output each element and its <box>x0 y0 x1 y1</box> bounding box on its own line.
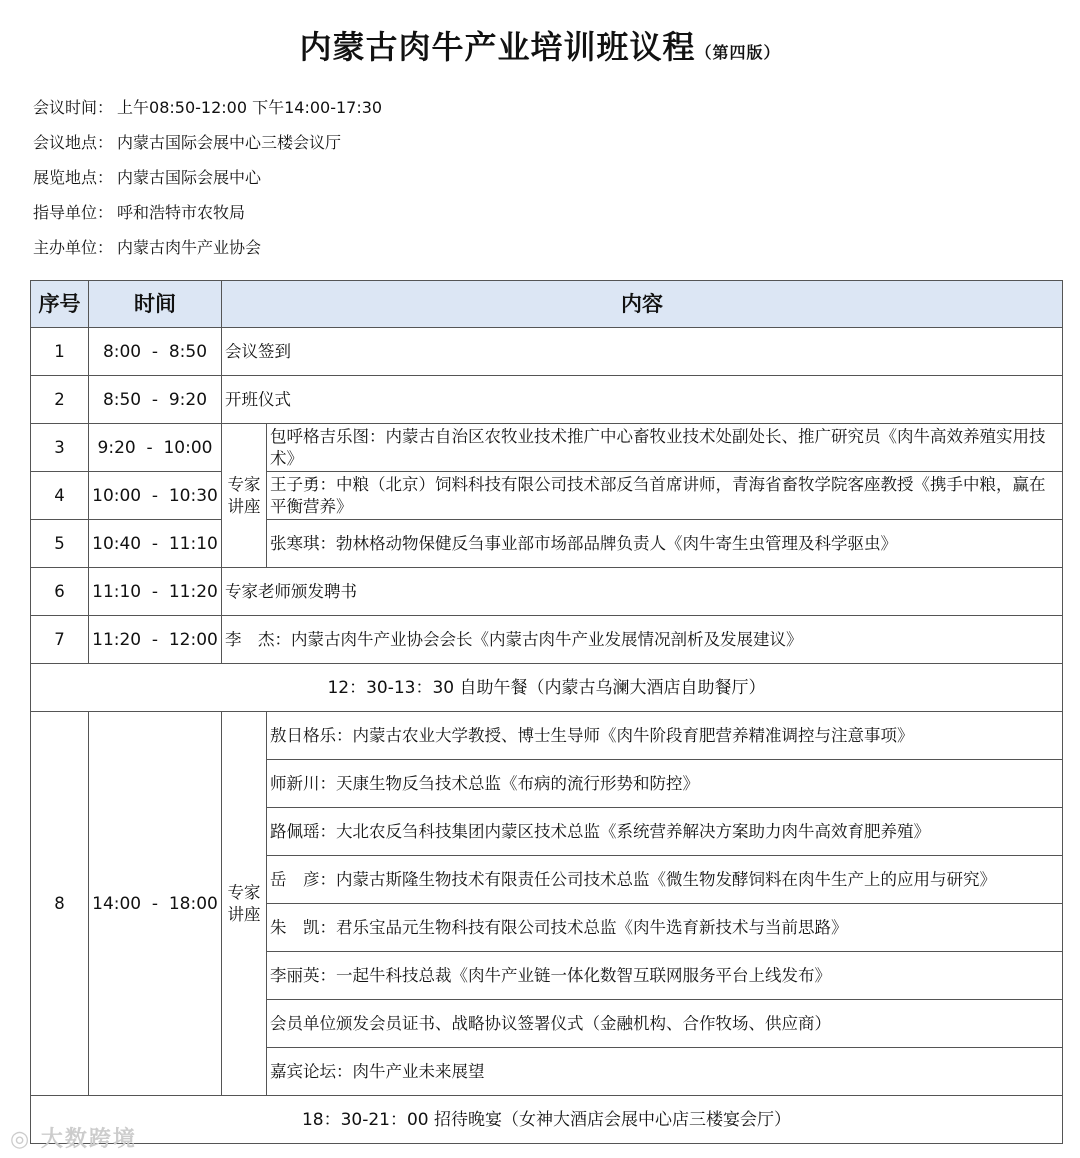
info-row <box>33 90 386 125</box>
edition: （第四版） <box>695 43 781 62</box>
row-number: 1 <box>31 328 89 376</box>
row-time: 8:00 - 8:50 <box>89 328 222 376</box>
row-time: 11:10 - 11:20 <box>89 568 222 616</box>
info-label: 展览地点： <box>33 168 114 187</box>
info-value: 内蒙古国际会展中心 <box>117 168 262 187</box>
info-value: 内蒙古肉牛产业协会 <box>117 238 262 257</box>
row-time: 10:00 - 10:30 <box>89 472 222 520</box>
row-content: 开班仪式 <box>222 376 1063 424</box>
row-content: 会议签到 <box>222 328 1063 376</box>
row-content: 张寒琪：勃林格动物保健反刍事业部市场部品牌负责人《肉牛寄生虫管理及科学驱虫》 <box>267 520 1063 568</box>
info-value: 呼和浩特市农牧局 <box>117 203 246 222</box>
row-content: 会员单位颁发会员证书、战略协议签署仪式（金融机构、合作牧场、供应商） <box>267 1000 1063 1048</box>
row-content: 路佩瑶：大北农反刍科技集团内蒙区技术总监《系统营养解决方案助力肉牛高效育肥养殖》 <box>267 808 1063 856</box>
row-time: 11:20 - 12:00 <box>89 616 222 664</box>
header-content: 内容 <box>222 281 1063 328</box>
row-content: 李丽英：一起牛科技总裁《肉牛产业链一体化数智互联网服务平台上线发布》 <box>267 952 1063 1000</box>
row-number: 8 <box>31 712 89 1096</box>
row-content: 嘉宾论坛：肉牛产业未来展望 <box>267 1048 1063 1096</box>
row-time: 10:40 - 11:10 <box>89 520 222 568</box>
watermark-text: 大数跨境 <box>40 1127 137 1152</box>
info-label: 会议时间： <box>33 98 114 117</box>
row-content: 敖日格乐：内蒙古农业大学教授、博士生导师《肉牛阶段育肥营养精准调控与注意事项》 <box>267 712 1063 760</box>
agenda-table <box>30 280 1063 1144</box>
row-number: 3 <box>31 424 89 472</box>
row-number: 4 <box>31 472 89 520</box>
title-text: 内蒙古肉牛产业培训班议程 <box>299 28 696 66</box>
lunch-text: 12：30-13：30 自助午餐（内蒙古乌澜大酒店自助餐厅） <box>31 664 1063 712</box>
lecture-label: 专家讲座 <box>222 712 267 1096</box>
header-row <box>31 281 1063 328</box>
table-row <box>31 568 1063 616</box>
info-row <box>33 195 386 230</box>
table-row <box>31 424 1063 472</box>
info-row <box>33 160 386 195</box>
dinner-row <box>31 1096 1063 1144</box>
row-number: 5 <box>31 520 89 568</box>
info-value: 内蒙古国际会展中心三楼会议厅 <box>117 133 342 152</box>
table-row <box>31 712 1063 760</box>
row-content: 朱 凯：君乐宝品元生物科技有限公司技术总监《肉牛选育新技术与当前思路》 <box>267 904 1063 952</box>
info-row <box>33 125 386 160</box>
info-row <box>33 230 386 265</box>
row-content: 岳 彦：内蒙古斯隆生物技术有限责任公司技术总监《微生物发酵饲料在肉牛生产上的应用与研究》 <box>267 856 1063 904</box>
header-no: 序号 <box>31 281 89 328</box>
lecture-label: 专家讲座 <box>222 424 267 568</box>
row-time: 8:50 - 9:20 <box>89 376 222 424</box>
dinner-text: 18：30-21：00 招待晚宴（女神大酒店会展中心店三楼宴会厅） <box>31 1096 1063 1144</box>
row-content: 师新川：天康生物反刍技术总监《布病的流行形势和防控》 <box>267 760 1063 808</box>
info-label: 会议地点： <box>33 133 114 152</box>
lunch-row <box>31 664 1063 712</box>
table-row <box>31 520 1063 568</box>
watermark: ◎ 大数跨境 <box>10 1127 137 1152</box>
row-content: 包呼格吉乐图：内蒙古自治区农牧业技术推广中心畜牧业技术处副处长、推广研究员《肉牛高效养殖实用技术》 <box>267 424 1063 472</box>
row-content: 王子勇：中粮（北京）饲料科技有限公司技术部反刍首席讲师，青海省畜牧学院客座教授《携手中粮，赢在平衡营养》 <box>267 472 1063 520</box>
table-row <box>31 376 1063 424</box>
row-number: 2 <box>31 376 89 424</box>
row-content: 李 杰：内蒙古肉牛产业协会会长《内蒙古肉牛产业发展情况剖析及发展建议》 <box>222 616 1063 664</box>
row-number: 6 <box>31 568 89 616</box>
info-value: 上午08:50-12:00 下午14:00-17:30 <box>117 98 383 117</box>
info-label: 指导单位： <box>33 203 114 222</box>
row-time: 9:20 - 10:00 <box>89 424 222 472</box>
table-row <box>31 472 1063 520</box>
row-time: 14:00 - 18:00 <box>89 712 222 1096</box>
table-row <box>31 616 1063 664</box>
info-label: 主办单位： <box>33 238 114 257</box>
row-number: 7 <box>31 616 89 664</box>
table-row <box>31 328 1063 376</box>
row-content: 专家老师颁发聘书 <box>222 568 1063 616</box>
meeting-info <box>33 90 386 265</box>
header-time: 时间 <box>89 281 222 328</box>
page-title <box>0 22 1080 68</box>
